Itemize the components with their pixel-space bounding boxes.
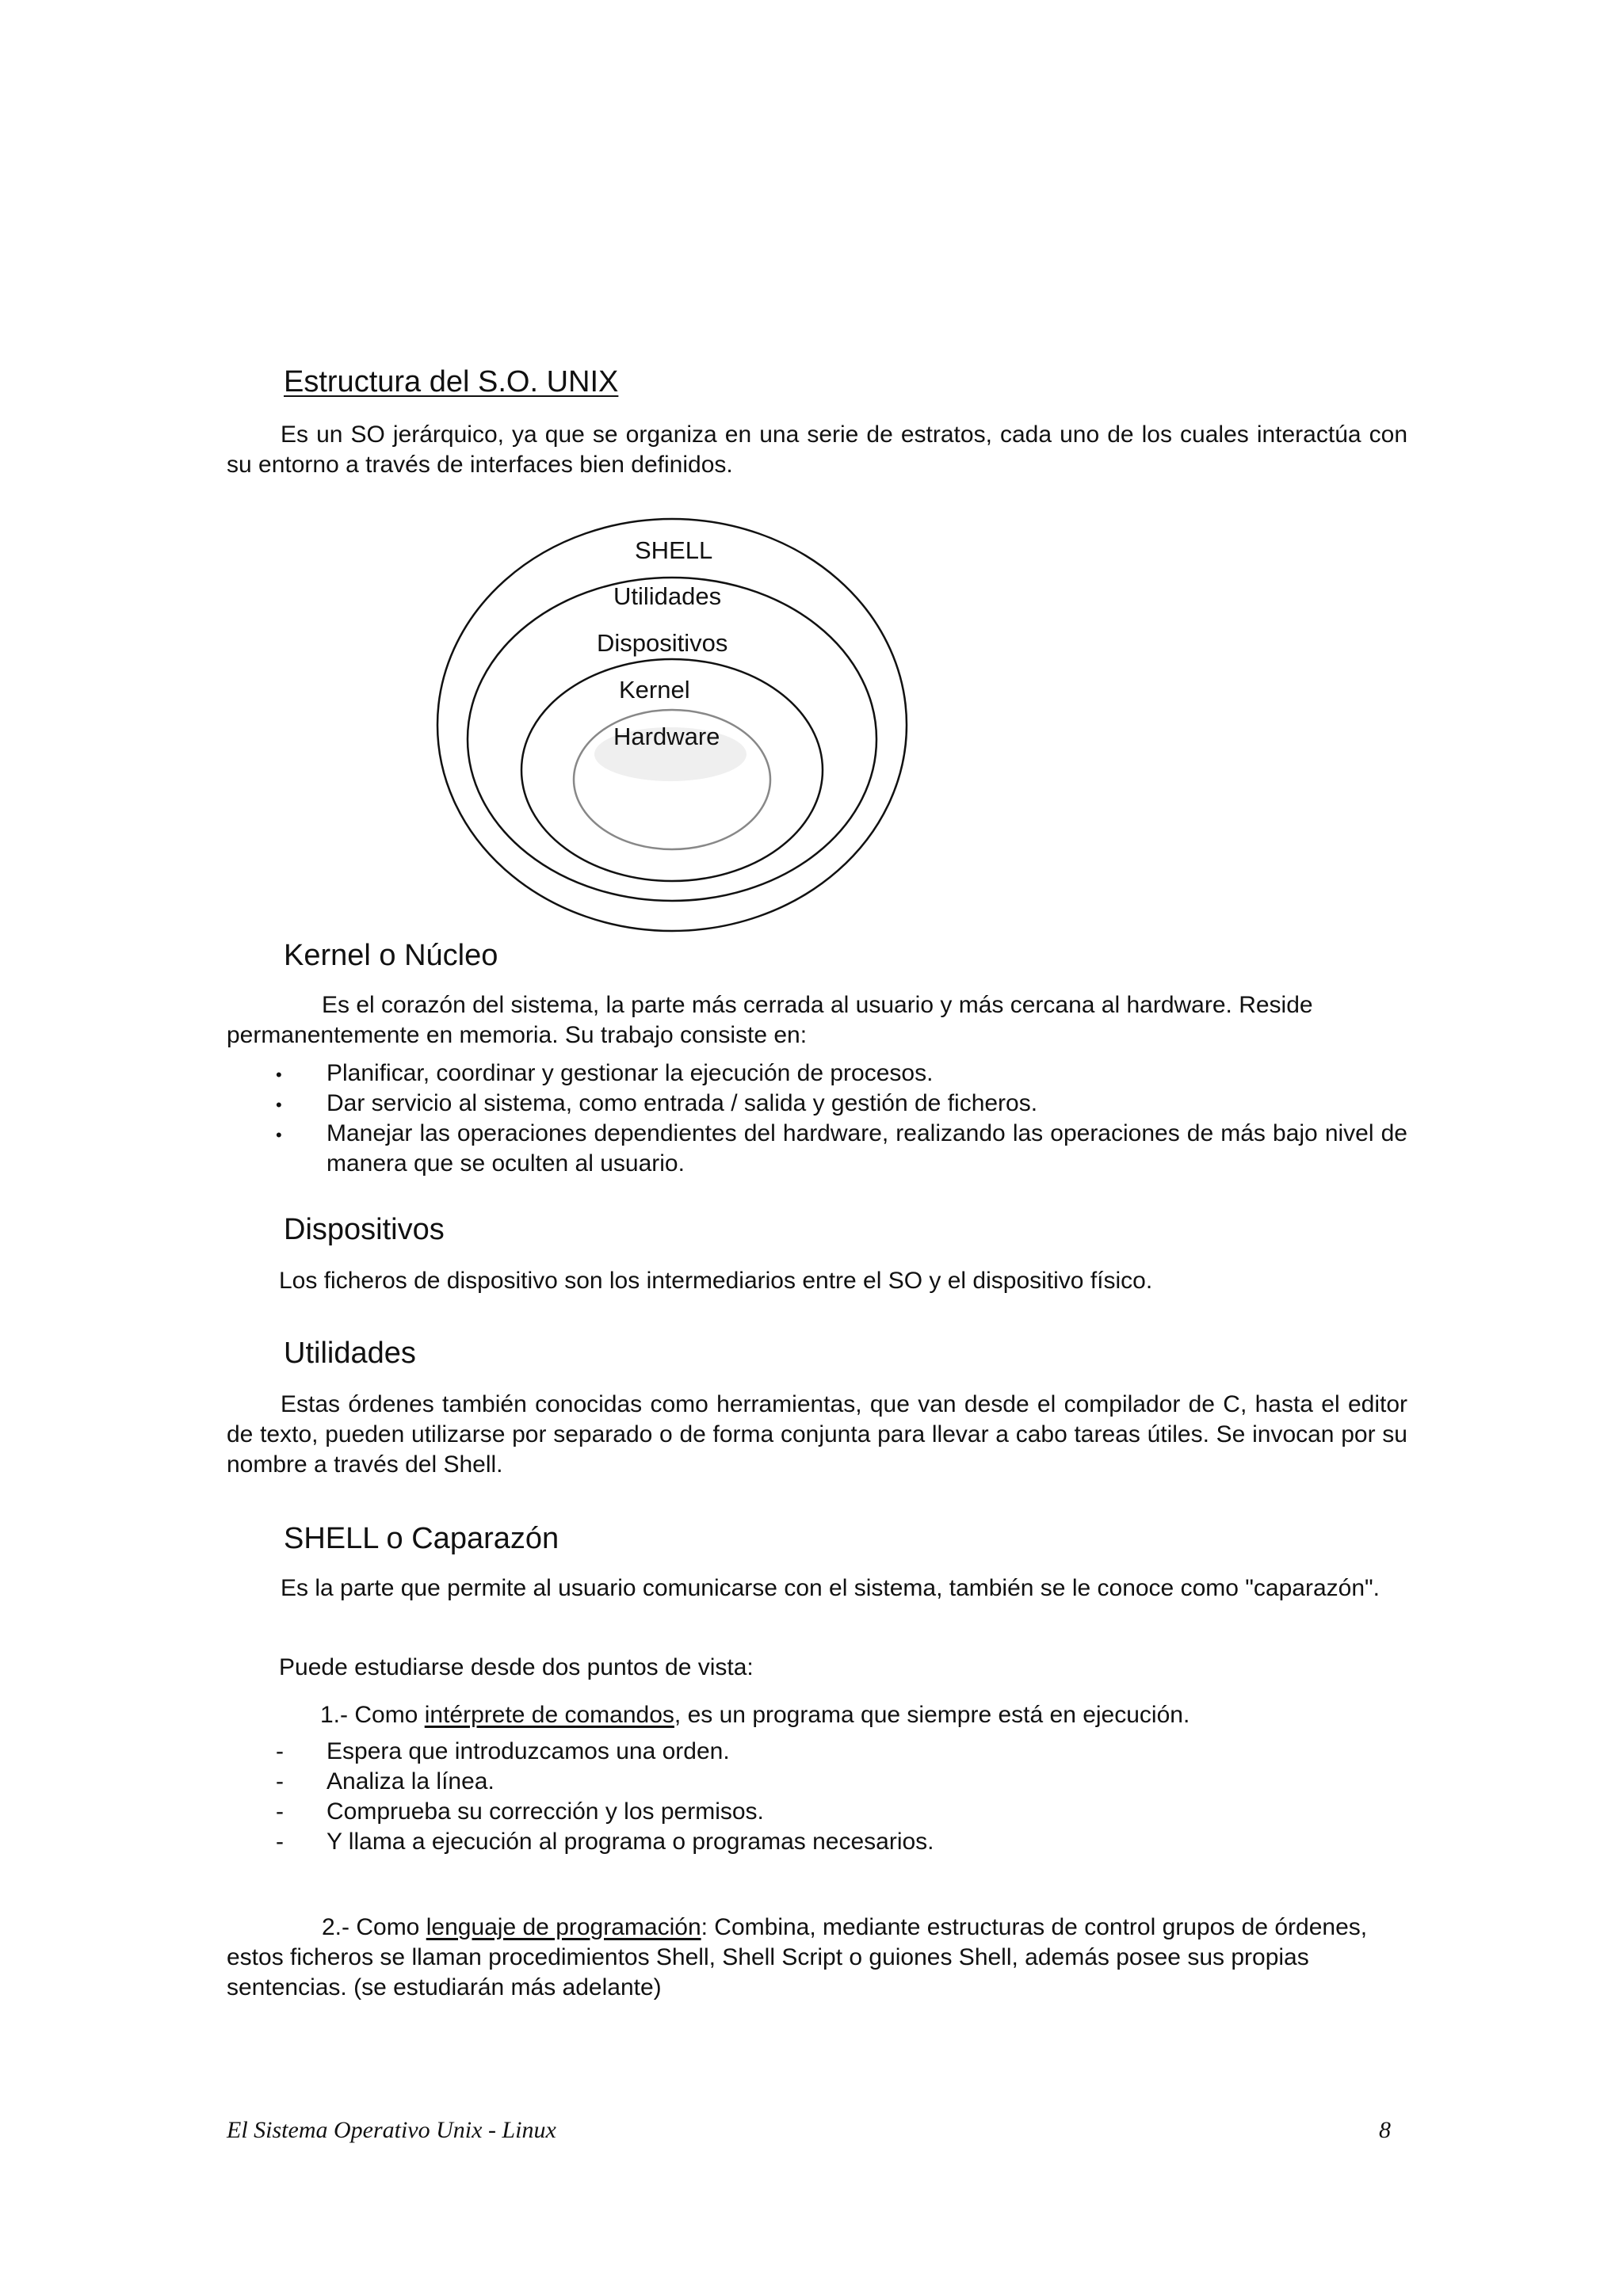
shell-point-2: 2.- Como lenguaje de programación: Combina, mediante estructuras de control grupos de órdenes, estos ficheros se llaman procedimientos Shell, Shell Script o guiones Shell, además posee sus propias sentencias. (se estudiarán más adelante) — [227, 1914, 1368, 2000]
dash-marker: - — [276, 1738, 284, 1764]
list-item: • Planificar, coordinar y gestionar la ejecución de procesos. — [227, 1058, 1407, 1089]
list-item: - Comprueba su corrección y los permisos. — [227, 1797, 1407, 1827]
estructura-intro: Es un SO jerárquico, ya que se organiza en una serie de estratos, cada uno de los cuales interactúa con su entorno a través de interfaces bien definidos. — [227, 421, 1407, 478]
list-item: • Dar servicio al sistema, como entrada / salida y gestión de ficheros. — [227, 1089, 1407, 1119]
shell-steps-list — [227, 1737, 1407, 1857]
shell-intro: Es la parte que permite al usuario comunicarse con el sistema, también se le conoce como "caparazón". — [281, 1575, 1381, 1601]
bullet-marker: • — [276, 1095, 282, 1115]
term-lenguaje: lenguaje de programación — [426, 1914, 701, 1940]
layer-label-kernel: Kernel — [619, 676, 690, 704]
section-title-shell: SHELL o Caparazón — [284, 1522, 559, 1555]
layer-label-shell: SHELL — [635, 536, 713, 564]
dash-marker: - — [276, 1768, 284, 1794]
bullet-marker: • — [276, 1065, 282, 1085]
kernel-bullet-list — [227, 1058, 1407, 1179]
layer-label-utilidades: Utilidades — [613, 582, 722, 610]
term-interprete: intérprete de comandos — [424, 1702, 674, 1728]
dash-marker: - — [276, 1798, 284, 1825]
section-title-dispositivos: Dispositivos — [284, 1213, 445, 1246]
layer-label-dispositivos: Dispositivos — [597, 629, 728, 657]
layer-label-hardware: Hardware — [613, 723, 720, 750]
list-item: - Espera que introduzcamos una orden. — [227, 1737, 1407, 1767]
unix-layers-diagram — [434, 517, 910, 933]
list-item: - Analiza la línea. — [227, 1767, 1407, 1797]
section-title-utilidades: Utilidades — [284, 1337, 416, 1370]
shell-views-intro: Puede estudiarse desde dos puntos de vista: — [279, 1654, 754, 1680]
utilidades-text: Estas órdenes también conocidas como herramientas, que van desde el compilador de C, hasta el editor de texto, pueden utilizarse por separado o de forma conjunta para llevar a cabo tareas útiles. Se invocan por su nombre a través del Shell. — [227, 1391, 1407, 1478]
section-title-estructura: Estructura del S.O. UNIX — [284, 365, 619, 399]
page-number: 8 — [1379, 2117, 1391, 2143]
bullet-marker: • — [276, 1125, 282, 1145]
kernel-intro: Es el corazón del sistema, la parte más cerrada al usuario y más cercana al hardware. Reside permanentemente en memoria. Su trabajo consiste en: — [227, 992, 1313, 1048]
footer-title: El Sistema Operativo Unix - Linux — [227, 2117, 556, 2143]
list-item: - Y llama a ejecución al programa o programas necesarios. — [227, 1827, 1407, 1857]
section-title-kernel: Kernel o Núcleo — [284, 939, 498, 972]
list-item: • Manejar las operaciones dependientes del hardware, realizando las operaciones de más bajo nivel de manera que se oculten al usuario. — [276, 1120, 1407, 1177]
shell-point-1: 1.- Como intérprete de comandos, es un programa que siempre está en ejecución. — [320, 1702, 1190, 1728]
dash-marker: - — [276, 1829, 284, 1855]
dispositivos-text: Los ficheros de dispositivo son los intermediarios entre el SO y el dispositivo físico. — [279, 1268, 1153, 1294]
